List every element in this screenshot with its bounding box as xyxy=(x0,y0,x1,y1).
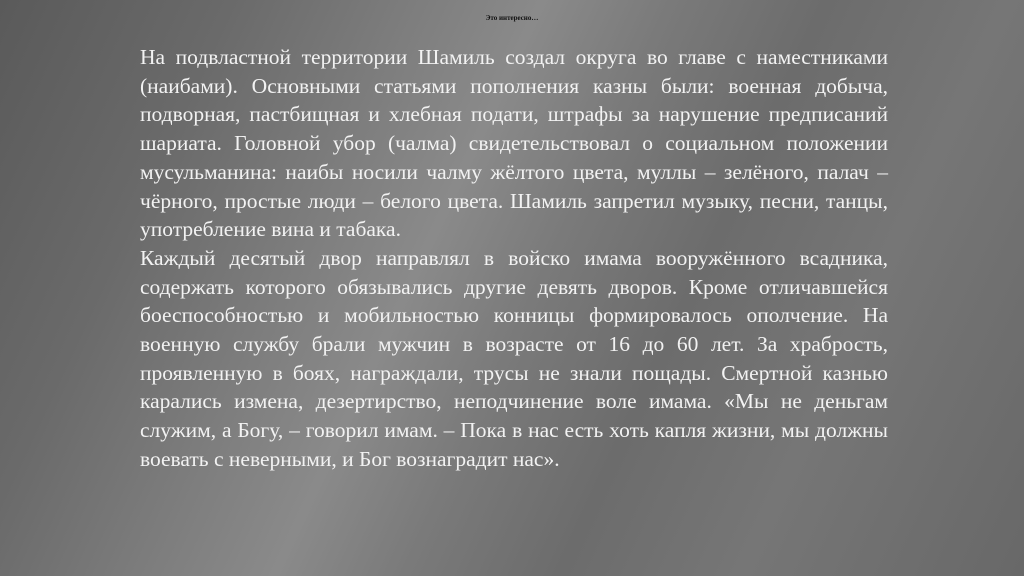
slide-title: Это интересно… xyxy=(485,14,539,22)
paragraph-1: На подвластной территории Шамиль создал округа во главе с наместниками (наибами). Основными статьями пополнения казны были: военная добыча, подворная, пастбищная и хлебная подати, штрафы за нарушение предписаний шариата. Головной убор (чалма) свидетельствовал о социальном положении мусульманина: наибы носили чалму жёлтого цвета, муллы – зелёного, палач – чёрного, простые люди – белого цвета. Шамиль запретил музыку, песни, танцы, употребление вина и табака. xyxy=(140,45,888,242)
paragraph-2: Каждый десятый двор направлял в войско имама вооружённого всадника, содержать которого обязывались другие девять дворов. Кроме отличавшейся боеспособностью и мобильностью конницы формировалось ополчение. На военную службу брали мужчин в возрасте от 16 до 60 лет. За храбрость, проявленную в боях, награждали, трусы не знали пощады. Смертной казнью карались измена, дезертирство, неподчинение воле имама. «Мы не деньгам служим, а Богу, – говорил имам. – Пока в нас есть хоть капля жизни, мы должны воевать с неверными, и Бог вознаградит нас». xyxy=(140,245,888,471)
slide-body xyxy=(140,43,888,474)
